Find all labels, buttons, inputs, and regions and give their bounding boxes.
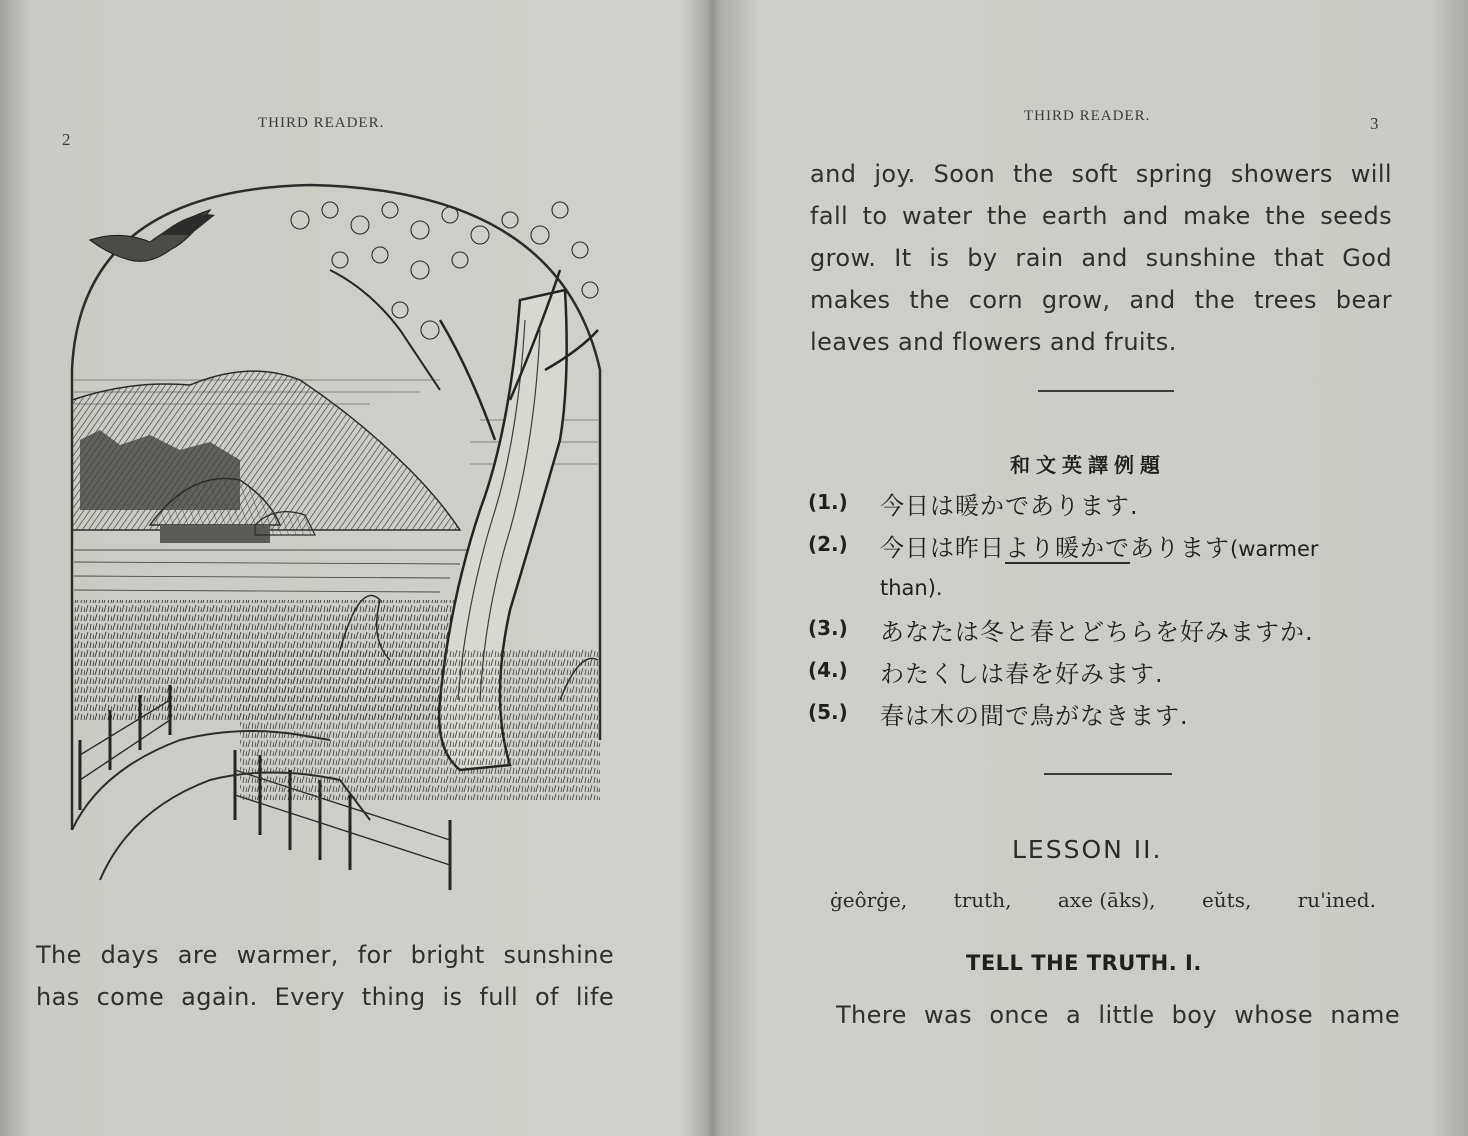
vocabulary-list [830, 888, 1376, 912]
example-list [808, 486, 1408, 738]
text-line: fall to water the earth and make the seeds [810, 202, 1392, 230]
example-continuation [808, 570, 1408, 612]
section-divider [1044, 773, 1172, 775]
underlined-phrase: より暖かで [1005, 534, 1130, 562]
section-divider [1038, 390, 1174, 392]
text-line: grow. It is by rain and sunshine that God [810, 244, 1392, 272]
text-line: has come again. Every thing is full of life [36, 983, 614, 1011]
right-page [712, 0, 1468, 1136]
example-text-post: あります [1130, 534, 1230, 562]
example-text: わたくしは春を好みます. [880, 660, 1164, 688]
english-hint: (warmer [1230, 537, 1319, 561]
left-page-text [36, 934, 614, 1018]
text-line: The days are warmer, for bright sunshine [36, 941, 614, 969]
example-item [808, 486, 1408, 528]
example-number: (5.) [808, 700, 848, 724]
lesson-title: LESSON II. [1012, 835, 1163, 864]
right-page-text [810, 153, 1392, 363]
example-number: (3.) [808, 616, 848, 640]
text-line: leaves and flowers and fruits. [810, 328, 1177, 356]
text-line: There was once a little boy whose name [836, 1001, 1400, 1029]
running-head-left: THIRD READER. [258, 115, 385, 131]
left-page [0, 0, 708, 1136]
example-number: (4.) [808, 658, 848, 682]
example-text: あなたは冬と春とどちらを好みますか. [880, 618, 1314, 646]
vocab-word: truth, [953, 888, 1012, 912]
page-number-left: 2 [62, 130, 71, 149]
vocab-word: ġeôrġe, [830, 888, 908, 912]
exercise-heading: 和文英譯例題 [1010, 453, 1166, 477]
page-number-right: 3 [1370, 114, 1379, 133]
example-item [808, 654, 1408, 696]
example-text [880, 528, 1319, 563]
story-text [836, 994, 1400, 1036]
vocab-word: ru'ined. [1297, 888, 1376, 912]
example-text: 春は木の間で鳥がなきます. [880, 702, 1189, 730]
example-number: (1.) [808, 490, 848, 514]
example-text: 今日は暖かであります. [880, 492, 1139, 520]
example-text-pre: 今日は昨日 [880, 534, 1005, 562]
vocab-word: eŭts, [1201, 888, 1252, 912]
example-item [808, 528, 1408, 570]
example-item [808, 696, 1408, 738]
landscape-illustration [40, 180, 620, 900]
text-line: makes the corn grow, and the trees bear [810, 286, 1392, 314]
example-item [808, 612, 1408, 654]
running-head-right: THIRD READER. [1024, 108, 1151, 124]
example-number: (2.) [808, 532, 848, 556]
english-hint-continued: than). [880, 576, 943, 600]
text-line: and joy. Soon the soft spring showers will [810, 160, 1392, 188]
vocab-word: axe (āks), [1057, 888, 1156, 912]
story-title: TELL THE TRUTH. I. [966, 951, 1202, 975]
